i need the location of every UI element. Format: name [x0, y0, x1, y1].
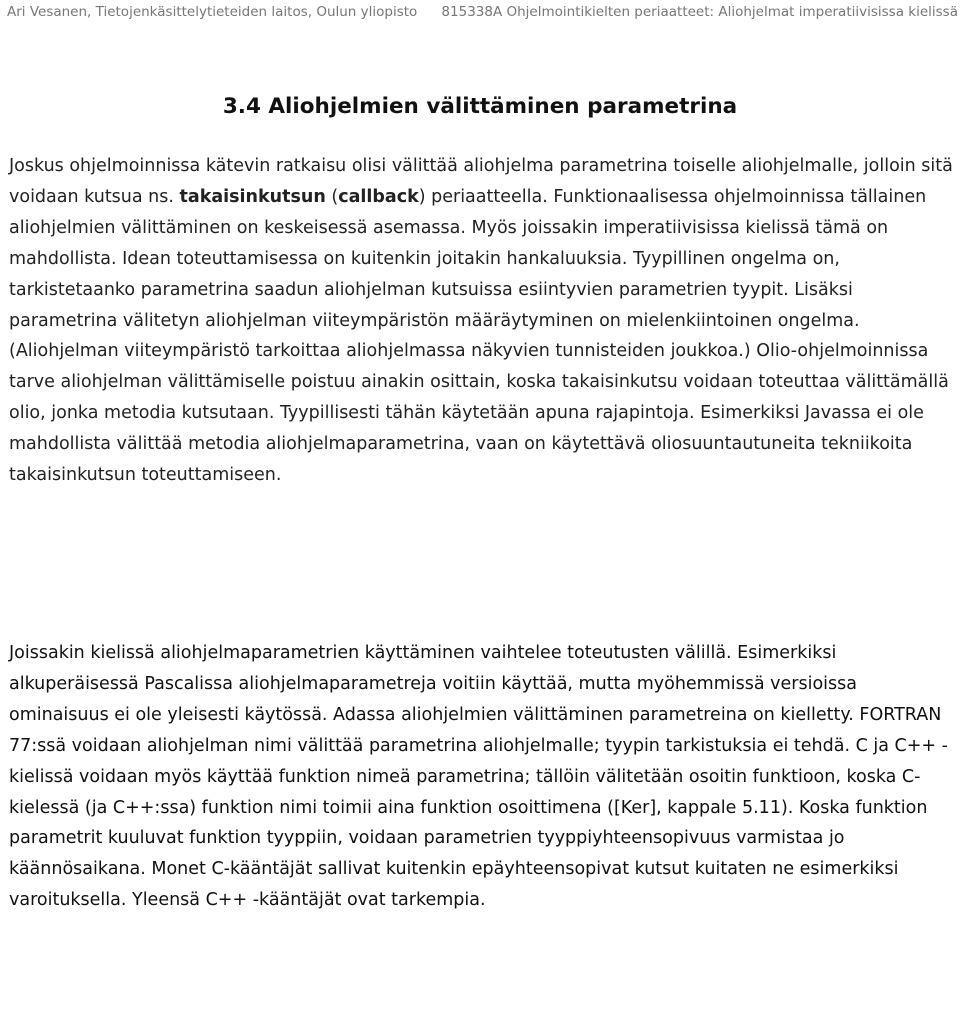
paragraph-text-after-term: ) periaatteella. Funktionaalisessa ohjelmoinnissa tällainen aliohjelmien välittäminen on keskeisessä asemassa. Myös joissakin imperatiivisissa kielissä tämä on mahdollista. Idean toteuttamisessa on kuitenkin joitakin hankaluuksia. Tyypillinen ongelma on, tarkistetaanko parametrina saadun aliohjelman kutsuissa esiintyvien parametrien tyypit. Lisäksi parametrina välitetyn aliohjelman viiteympäristön määräytyminen on mielenkiintoinen ongelma. (Aliohjelman viiteympäristö tarkoittaa aliohjelmassa näkyvien tunnisteiden joukkoa.) Olio-ohjelmoinnissa tarve aliohjelman välittämiselle poistuu ainakin osittain, koska takaisinkutsu voidaan toteuttaa välittämällä olio, jonka metodia kutsutaan. Tyypillisesti tähän käytetään apuna rajapintoja. Esimerkiksi Javassa ei ole mahdollista välittää metodia aliohjelmaparametrina, vaan on käytettävä oliosuuntautuneita tekniikoita takaisinkutsun toteuttamiseen.: [9, 186, 949, 486]
page-header: [0, 0, 960, 26]
term-takaisinkutsu: takaisinkutsun: [179, 186, 326, 207]
paragraph-text-before-term: Joskus ohjelmoinnissa kätevin ratkaisu olisi välittää aliohjelma parametrina toiselle aliohjelmalle, jolloin sitä voidaan kutsua ns.: [9, 156, 953, 207]
header-author-info: Ari Vesanen, Tietojenkäsittelytieteiden laitos, Oulun yliopisto: [7, 4, 418, 20]
header-course-info: 815338A Ohjelmointikielten periaatteet: Aliohjelmat imperatiivisissa kielissä: [441, 4, 958, 20]
term-callback: callback: [338, 186, 419, 207]
section-title: 3.4 Aliohjelmien välittäminen parametrina: [222, 94, 738, 119]
paren-open: (: [325, 186, 339, 207]
paragraph-language-support: Joissakin kielissä aliohjelmaparametrien käyttäminen vaihtelee toteutusten välillä. Esimerkiksi alkuperäisessä Pascalissa aliohjelmaparametreja voitiin käyttää, mutta myöhemmissä versioissa ominaisuus ei ole yleisesti käytössä. Adassa aliohjelmien välittäminen parametreina on kielletty. FORTRAN 77:ssä voidaan aliohjelman nimi välittää parametrina aliohjelmalle; tyypin tarkistuksia ei tehdä. C ja C++ -kielissä voidaan myös käyttää funktion nimeä parametrina; tällöin välitetään osoitin funktioon, koska C-kielessä (ja C++:ssa) funktion nimi toimii aina funktion osoittimena ([Ker], kappale 5.11). Koska funktion parametrit kuuluvat funktion tyyppiin, voidaan parametrien tyyppiyhteensopivuus varmistaa jo käännösaikana. Monet C-kääntäjät sallivat kuitenkin epäyhteensopivat kutsut kuitaten ne esimerkiksi varoituksella. Yleensä C++ -kääntäjät ovat tarkempia.: [9, 643, 948, 911]
paragraph-callback-intro: [9, 151, 955, 491]
